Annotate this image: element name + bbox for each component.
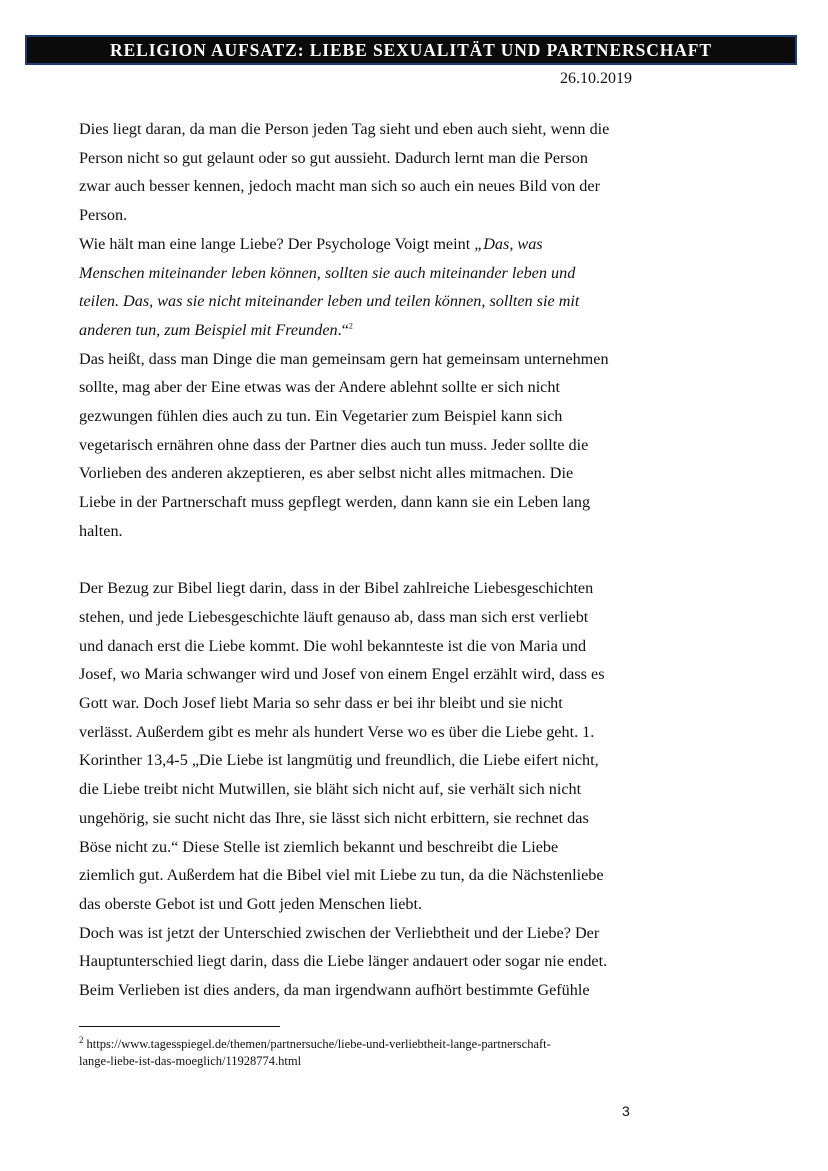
- text-line: ungehörig, sie sucht nicht das Ihre, sie lässt sich nicht erbittern, sie rechnet das: [79, 808, 589, 827]
- text-line: sollte, mag aber der Eine etwas was der Andere ablehnt sollte er sich nicht: [79, 378, 560, 397]
- text-line: Böse nicht zu.“ Diese Stelle ist ziemlich bekannt und beschreibt die Liebe: [79, 837, 559, 856]
- text-line: stehen, und jede Liebesgeschichte läuft genauso ab, dass man sich erst verliebt: [79, 607, 589, 626]
- paragraph-gap: [79, 546, 639, 575]
- text-line: vegetarisch ernähren ohne dass der Partner dies auch tun muss. Jeder sollte die: [79, 435, 589, 454]
- text-line: Korinther 13,4-5 „Die Liebe ist langmütig und freundlich, die Liebe eifert nicht,: [79, 751, 599, 770]
- footnote-number: 2: [79, 1034, 84, 1045]
- text-line: das oberste Gebot ist und Gott jeden Menschen liebt.: [79, 894, 423, 913]
- text-line: Dies liegt daran, da man die Person jeden Tag sieht und eben auch sieht, wenn die: [79, 120, 610, 138]
- text-line: Liebe in der Partnerschaft muss gepflegt werden, dann kann sie ein Leben lang: [79, 493, 591, 512]
- body-text: [79, 115, 639, 1005]
- quote-line: Menschen miteinander leben können, sollten sie auch miteinander leben und: [79, 263, 576, 282]
- footnote-line[interactable]: lange-liebe-ist-das-moeglich/11928774.html: [79, 1054, 302, 1068]
- text-line: Der Bezug zur Bibel liegt darin, dass in der Bibel zahlreiche Liebesgeschichten: [79, 579, 594, 598]
- text-segment: Wie hält man eine lange Liebe? Der Psychologe Voigt meint: [79, 234, 475, 253]
- text-line: verlässt. Außerdem gibt es mehr als hundert Verse wo es über die Liebe geht. 1.: [79, 722, 595, 741]
- text-line: die Liebe treibt nicht Mutwillen, sie bläht sich nicht auf, sie verhält sich nicht: [79, 780, 582, 799]
- text-line: gezwungen fühlen dies auch zu tun. Ein Vegetarier zum Beispiel kann sich: [79, 407, 563, 426]
- paragraph-3: [79, 345, 639, 546]
- page-number: 3: [622, 1103, 630, 1119]
- text-line: ziemlich gut. Außerdem hat die Bibel viel mit Liebe zu tun, da die Nächstenliebe: [79, 866, 604, 885]
- quote-line: [79, 316, 639, 345]
- text-line: und danach erst die Liebe kommt. Die wohl bekannteste ist die von Maria und: [79, 636, 587, 655]
- paragraph-2: [79, 230, 639, 345]
- document-date: 26.10.2019: [560, 70, 632, 87]
- text-line: Doch was ist jetzt der Unterschied zwischen der Verliebtheit und der Liebe? Der: [79, 923, 600, 942]
- quote-line: teilen. Das, was sie nicht miteinander leben und teilen können, sollten sie mit: [79, 292, 580, 311]
- text-line: Gott war. Doch Josef liebt Maria so sehr dass er bei ihr bleibt und sie nicht: [79, 694, 563, 713]
- footnote-line: [79, 1036, 639, 1053]
- paragraph-4: [79, 574, 639, 918]
- paragraph-1: [79, 115, 639, 230]
- footnote-reference[interactable]: 2: [348, 321, 353, 331]
- text-line: halten.: [79, 521, 123, 540]
- text-line: [79, 230, 639, 259]
- text-line: Das heißt, dass man Dinge die man gemeinsam gern hat gemeinsam unternehmen: [79, 349, 609, 368]
- header-bar: [25, 35, 797, 65]
- footnote: [79, 1036, 639, 1070]
- text-line: Person nicht so gut gelaunt oder so gut aussieht. Dadurch lernt man die Person: [79, 148, 588, 167]
- text-line: Vorlieben des anderen akzeptieren, es aber selbst nicht alles mitmachen. Die: [79, 464, 574, 483]
- text-line: Person.: [79, 206, 128, 225]
- text-line: Josef, wo Maria schwanger wird und Josef von einem Engel erzählt wird, dass es: [79, 665, 605, 684]
- footnote-url[interactable]: https://www.tagesspiegel.de/themen/partnersuche/liebe-und-verliebtheit-lange-partnerschaft-: [86, 1037, 551, 1051]
- text-line: Beim Verlieben ist dies anders, da man irgendwann aufhört bestimmte Gefühle: [79, 981, 590, 1000]
- paragraph-5: [79, 919, 639, 1005]
- quote-close: .“: [337, 320, 349, 339]
- quote-segment: „Das, was: [474, 234, 543, 253]
- quote-segment: anderen tun, zum Beispiel mit Freunden: [79, 320, 338, 339]
- text-line: Hauptunterschied liegt darin, dass die Liebe länger andauert oder sogar nie endet.: [79, 952, 608, 971]
- text-line: zwar auch besser kennen, jedoch macht man sich so auch ein neues Bild von der: [79, 177, 600, 196]
- footnote-divider: [79, 1026, 280, 1027]
- document-title: RELIGION AUFSATZ: LIEBE SEXUALITÄT UND PARTNERSCHAFT: [110, 39, 712, 60]
